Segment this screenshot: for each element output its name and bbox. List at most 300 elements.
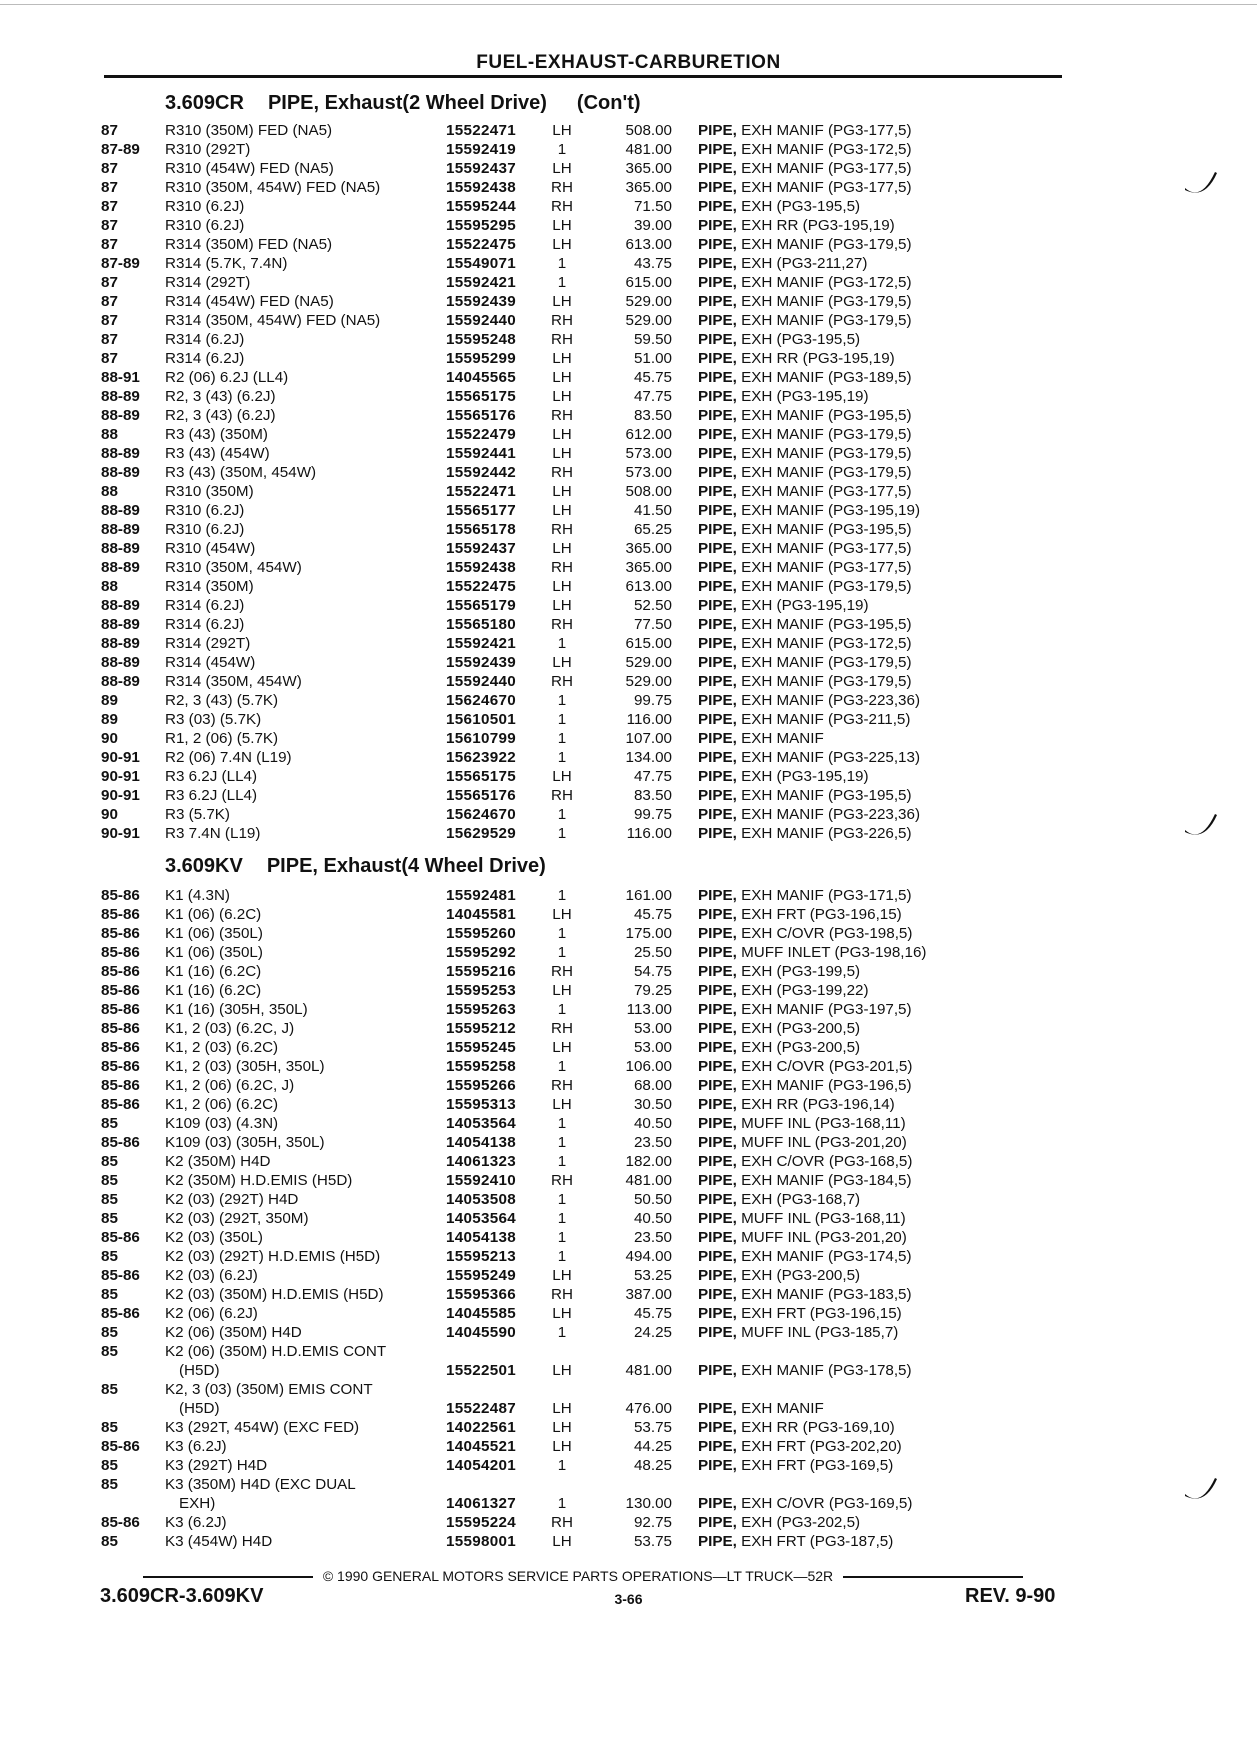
model-years: 87	[101, 293, 118, 310]
item-description: R314 (350M)	[165, 578, 254, 595]
remark-text: EXH MANIF (PG3-195,5)	[741, 787, 912, 804]
quantity-side: LH	[552, 293, 572, 310]
remark-text: EXH MANIF (PG3-225,13)	[741, 749, 921, 766]
remarks-cell	[698, 501, 1062, 520]
parts-row	[0, 634, 1257, 653]
model-years: 88-89	[101, 407, 140, 424]
description-cell	[165, 924, 438, 943]
remark-text: EXH (PG3-199,5)	[741, 963, 861, 980]
description-cell	[165, 1532, 438, 1551]
description-cell	[165, 1266, 438, 1285]
parts-row	[0, 1513, 1257, 1532]
quantity-side: RH	[551, 787, 573, 804]
item-description: K3 (454W) H4D	[165, 1533, 273, 1550]
parts-row	[0, 1342, 1257, 1380]
item-description: K2 (350M) H.D.EMIS (H5D)	[165, 1172, 353, 1189]
model-years: 85-86	[101, 887, 140, 904]
part-number: 15592439	[446, 654, 516, 671]
remark-text: EXH MANIF (PG3-211,5)	[741, 711, 911, 728]
item-description: R3 7.4N (L19)	[165, 825, 261, 842]
part-number: 14054138	[446, 1229, 516, 1246]
description-cell	[165, 216, 438, 235]
quantity-side: LH	[552, 540, 572, 557]
description-cell	[165, 653, 438, 672]
quantity-side: LH	[552, 1039, 572, 1056]
part-number: 14053564	[446, 1115, 516, 1132]
model-years: 85-86	[101, 1267, 140, 1284]
model-years: 88	[101, 426, 118, 443]
remark-text: EXH MANIF (PG3-171,5)	[741, 887, 912, 904]
remark-text: MUFF INL (PG3-201,20)	[741, 1229, 907, 1246]
quantity-side: 1	[557, 825, 567, 842]
part-number: 15595292	[446, 944, 516, 961]
remark-keyword: PIPE,	[698, 388, 737, 405]
model-years: 88-89	[101, 597, 140, 614]
item-description: R314 (454W)	[165, 654, 256, 671]
remark-keyword: PIPE,	[698, 654, 737, 671]
remark-keyword: PIPE,	[698, 1248, 737, 1265]
remark-text: EXH (PG3-195,5)	[741, 198, 861, 215]
price: 68.00	[633, 1077, 672, 1094]
price: 53.25	[633, 1267, 672, 1284]
footer-rule-right	[843, 1576, 1023, 1578]
remark-keyword: PIPE,	[698, 1495, 737, 1512]
quantity-side: LH	[552, 1533, 572, 1550]
description-cell	[165, 1133, 438, 1152]
description-cell	[165, 615, 438, 634]
item-description: R314 (292T)	[165, 274, 251, 291]
parts-row	[0, 330, 1257, 349]
item-description: R310 (6.2J)	[165, 217, 245, 234]
part-number: 15522475	[446, 578, 516, 595]
remark-text: EXH MANIF (PG3-177,5)	[741, 122, 912, 139]
remarks-cell	[698, 254, 1062, 273]
part-number: 14061327	[446, 1495, 516, 1512]
part-number: 15623922	[446, 749, 516, 766]
price: 113.00	[626, 1001, 672, 1018]
item-description: K3 (350M) H4D (EXC DUAL	[165, 1476, 356, 1493]
section-code: 3.609KV	[165, 855, 243, 877]
remark-text: EXH FRT (PG3-196,15)	[741, 1305, 902, 1322]
remarks-cell	[698, 216, 1062, 235]
item-description-continued: (H5D)	[179, 1400, 220, 1417]
remark-keyword: PIPE,	[698, 1191, 737, 1208]
remark-text: EXH MANIF (PG3-179,5)	[741, 426, 912, 443]
quantity-side: 1	[557, 925, 567, 942]
description-cell	[165, 1038, 438, 1057]
parts-row	[0, 824, 1257, 843]
remark-keyword: PIPE,	[698, 1514, 737, 1531]
description-cell	[165, 1285, 438, 1304]
item-description-continued: EXH)	[179, 1495, 216, 1512]
remarks-cell	[698, 653, 1062, 672]
description-cell	[165, 710, 438, 729]
model-years: 85-86	[101, 1020, 140, 1037]
price: 130.00	[625, 1495, 672, 1512]
part-number: 15595213	[446, 1248, 516, 1265]
description-cell	[165, 1095, 438, 1114]
model-years: 87	[101, 236, 118, 253]
remarks-cell	[698, 962, 1062, 981]
part-number: 15522471	[446, 483, 516, 500]
remarks-cell	[698, 596, 1062, 615]
remark-keyword: PIPE,	[698, 1077, 737, 1094]
remarks-cell	[698, 368, 1062, 387]
part-number: 15592421	[446, 274, 516, 291]
description-cell	[165, 197, 438, 216]
quantity-side: LH	[552, 502, 572, 519]
remark-text: EXH MANIF (PG3-177,5)	[741, 559, 912, 576]
remarks-cell	[698, 786, 1062, 805]
remark-keyword: PIPE,	[698, 1039, 737, 1056]
quantity-side: LH	[552, 1267, 572, 1284]
description-cell	[165, 463, 438, 482]
remark-keyword: PIPE,	[698, 1438, 737, 1455]
price: 573.00	[625, 445, 672, 462]
description-cell	[165, 691, 438, 710]
item-description: K1 (06) (350L)	[165, 925, 263, 942]
part-number: 14045565	[446, 369, 516, 386]
model-years: 85-86	[101, 944, 140, 961]
part-number: 15522487	[446, 1400, 516, 1417]
part-number: 15549071	[446, 255, 516, 272]
model-years: 88-89	[101, 521, 140, 538]
price: 529.00	[625, 293, 672, 310]
model-years: 85-86	[101, 1001, 140, 1018]
price: 43.75	[633, 255, 672, 272]
price: 134.00	[625, 749, 672, 766]
price: 508.00	[625, 483, 672, 500]
item-description: R310 (350M, 454W)	[165, 559, 302, 576]
parts-row	[0, 672, 1257, 691]
item-description: R310 (292T)	[165, 141, 251, 158]
remarks-cell	[698, 311, 1062, 330]
price: 613.00	[625, 578, 672, 595]
section-heading-4wd	[165, 855, 546, 878]
remarks-cell	[698, 1418, 1062, 1437]
quantity-side: LH	[552, 597, 572, 614]
description-cell	[165, 558, 438, 577]
remark-text: EXH MANIF (PG3-226,5)	[741, 825, 912, 842]
remark-keyword: PIPE,	[698, 445, 737, 462]
description-cell	[165, 121, 438, 140]
price: 481.00	[625, 141, 672, 158]
parts-row	[0, 905, 1257, 924]
remarks-cell	[698, 1133, 1062, 1152]
remark-keyword: PIPE,	[698, 407, 737, 424]
remark-keyword: PIPE,	[698, 236, 737, 253]
remark-text: MUFF INL (PG3-185,7)	[741, 1324, 899, 1341]
model-years: 87	[101, 331, 118, 348]
item-description: K3 (292T) H4D	[165, 1457, 268, 1474]
price: 47.75	[633, 768, 672, 785]
parts-row	[0, 558, 1257, 577]
part-number: 15595212	[446, 1020, 516, 1037]
description-cell	[165, 596, 438, 615]
remark-text: EXH C/OVR (PG3-169,5)	[741, 1495, 913, 1512]
price: 116.00	[626, 825, 672, 842]
model-years: 85-86	[101, 925, 140, 942]
part-number: 15595248	[446, 331, 516, 348]
remarks-cell	[698, 539, 1062, 558]
quantity-side: 1	[557, 1191, 567, 1208]
description-cell	[165, 634, 438, 653]
remarks-cell	[698, 748, 1062, 767]
part-number: 14061323	[446, 1153, 516, 1170]
parts-row	[0, 748, 1257, 767]
remark-text: EXH MANIF (PG3-177,5)	[741, 160, 912, 177]
quantity-side: LH	[552, 369, 572, 386]
description-cell	[165, 235, 438, 254]
remark-text: EXH MANIF (PG3-172,5)	[741, 274, 912, 291]
remark-keyword: PIPE,	[698, 906, 737, 923]
model-years: 85-86	[101, 1077, 140, 1094]
section-title: PIPE, Exhaust(2 Wheel Drive)	[267, 92, 547, 114]
part-number: 14045590	[446, 1324, 516, 1341]
model-years: 88-89	[101, 445, 140, 462]
price: 54.75	[633, 963, 672, 980]
remark-keyword: PIPE,	[698, 1362, 737, 1379]
description-cell	[165, 943, 438, 962]
description-cell	[165, 1190, 438, 1209]
part-number: 15565177	[446, 502, 516, 519]
item-description: K109 (03) (4.3N)	[165, 1115, 279, 1132]
remark-keyword: PIPE,	[698, 1324, 737, 1341]
remarks-cell	[698, 387, 1062, 406]
quantity-side: 1	[557, 806, 567, 823]
parts-row	[0, 729, 1257, 748]
model-years: 85	[101, 1324, 118, 1341]
section-title: PIPE, Exhaust(4 Wheel Drive)	[266, 855, 546, 877]
description-cell	[165, 292, 438, 311]
description-cell	[165, 1304, 438, 1323]
price: 51.00	[633, 350, 672, 367]
price: 116.00	[626, 711, 672, 728]
remark-text: EXH MANIF (PG3-174,5)	[741, 1248, 912, 1265]
part-number: 14054201	[446, 1457, 516, 1474]
item-description: R314 (5.7K, 7.4N)	[165, 255, 288, 272]
remark-keyword: PIPE,	[698, 1172, 737, 1189]
item-description: K1 (16) (6.2C)	[165, 982, 262, 999]
item-description: K1, 2 (03) (305H, 350L)	[165, 1058, 325, 1075]
model-years: 85-86	[101, 963, 140, 980]
remark-text: EXH MANIF (PG3-195,19)	[741, 502, 921, 519]
quantity-side: LH	[552, 1419, 572, 1436]
model-years: 85	[101, 1248, 118, 1265]
parts-row	[0, 273, 1257, 292]
price: 79.25	[633, 982, 672, 999]
description-cell	[165, 1342, 438, 1380]
remark-keyword: PIPE,	[698, 768, 737, 785]
part-number: 15522471	[446, 122, 516, 139]
item-description: K3 (292T, 454W) (EXC FED)	[165, 1419, 360, 1436]
remark-text: EXH C/OVR (PG3-201,5)	[741, 1058, 913, 1075]
price: 45.75	[633, 1305, 672, 1322]
quantity-side: RH	[551, 1172, 573, 1189]
quantity-side: LH	[552, 578, 572, 595]
remark-keyword: PIPE,	[698, 1457, 737, 1474]
price: 481.00	[625, 1362, 672, 1379]
part-number: 15624670	[446, 692, 516, 709]
remarks-cell	[698, 1266, 1062, 1285]
remark-keyword: PIPE,	[698, 982, 737, 999]
item-description: K1 (16) (305H, 350L)	[165, 1001, 308, 1018]
parts-row	[0, 197, 1257, 216]
description-cell	[165, 444, 438, 463]
parts-row	[0, 924, 1257, 943]
quantity-side: 1	[557, 1134, 567, 1151]
description-cell	[165, 1323, 438, 1342]
remark-text: EXH (PG3-195,19)	[741, 597, 869, 614]
parts-row	[0, 501, 1257, 520]
quantity-side: LH	[552, 426, 572, 443]
part-number: 15624670	[446, 806, 516, 823]
remarks-cell	[698, 672, 1062, 691]
price: 25.50	[633, 944, 672, 961]
remark-keyword: PIPE,	[698, 1115, 737, 1132]
model-years: 88-89	[101, 635, 140, 652]
model-years: 88-89	[101, 540, 140, 557]
remark-keyword: PIPE,	[698, 122, 737, 139]
parts-row	[0, 349, 1257, 368]
price: 573.00	[625, 464, 672, 481]
remark-text: EXH MANIF (PG3-179,5)	[741, 673, 912, 690]
description-cell	[165, 1076, 438, 1095]
parts-row	[0, 1133, 1257, 1152]
price: 529.00	[625, 312, 672, 329]
part-number: 15592440	[446, 312, 516, 329]
parts-row	[0, 1038, 1257, 1057]
parts-row	[0, 962, 1257, 981]
remark-keyword: PIPE,	[698, 1153, 737, 1170]
remark-text: EXH MANIF (PG3-189,5)	[741, 369, 912, 386]
price: 494.00	[625, 1248, 672, 1265]
remark-keyword: PIPE,	[698, 331, 737, 348]
remark-keyword: PIPE,	[698, 1058, 737, 1075]
description-cell	[165, 748, 438, 767]
quantity-side: 1	[557, 1001, 567, 1018]
remark-text: EXH FRT (PG3-169,5)	[741, 1457, 894, 1474]
model-years: 85	[101, 1286, 118, 1303]
remark-keyword: PIPE,	[698, 274, 737, 291]
parts-row	[0, 368, 1257, 387]
quantity-side: 1	[557, 692, 567, 709]
part-number: 15610501	[446, 711, 516, 728]
remark-keyword: PIPE,	[698, 944, 737, 961]
price: 52.50	[633, 597, 672, 614]
quantity-side: 1	[557, 141, 567, 158]
remarks-cell	[698, 1532, 1062, 1551]
description-cell	[165, 1000, 438, 1019]
parts-row	[0, 121, 1257, 140]
quantity-side: LH	[552, 768, 572, 785]
remarks-cell	[698, 1190, 1062, 1209]
remark-text: EXH (PG3-200,5)	[741, 1020, 861, 1037]
part-number: 15565179	[446, 597, 516, 614]
model-years: 90-91	[101, 768, 140, 785]
remark-keyword: PIPE,	[698, 925, 737, 942]
remark-text: EXH MANIF (PG3-179,5)	[741, 578, 912, 595]
parts-row	[0, 577, 1257, 596]
item-description: R310 (454W) FED (NA5)	[165, 160, 334, 177]
description-cell	[165, 1456, 438, 1475]
remarks-cell	[698, 482, 1062, 501]
remark-keyword: PIPE,	[698, 198, 737, 215]
price: 365.00	[625, 160, 672, 177]
model-years: 88	[101, 483, 118, 500]
remarks-cell	[698, 924, 1062, 943]
remarks-cell	[698, 1114, 1062, 1133]
part-number: 15595224	[446, 1514, 516, 1531]
parts-row	[0, 1190, 1257, 1209]
footer-section-range: 3.609CR-3.609KV	[100, 1585, 264, 1607]
model-years: 90	[101, 730, 118, 747]
parts-row	[0, 1171, 1257, 1190]
remark-text: EXH MANIF	[741, 1400, 824, 1417]
parts-row	[0, 159, 1257, 178]
footer-copyright	[104, 1568, 1062, 1584]
remarks-cell	[698, 406, 1062, 425]
quantity-side: 1	[557, 749, 567, 766]
model-years: 88	[101, 578, 118, 595]
remark-text: EXH C/OVR (PG3-168,5)	[741, 1153, 913, 1170]
price: 24.25	[633, 1324, 672, 1341]
parts-row	[0, 140, 1257, 159]
model-years: 85-86	[101, 1058, 140, 1075]
model-years: 90-91	[101, 787, 140, 804]
parts-row	[0, 1304, 1257, 1323]
remark-keyword: PIPE,	[698, 160, 737, 177]
remark-text: EXH MANIF	[741, 730, 824, 747]
remarks-cell	[698, 1399, 1062, 1418]
model-years: 88-91	[101, 369, 140, 386]
part-number: 15565175	[446, 768, 516, 785]
price: 48.25	[633, 1457, 672, 1474]
remark-keyword: PIPE,	[698, 217, 737, 234]
part-number: 14053564	[446, 1210, 516, 1227]
quantity-side: LH	[552, 1438, 572, 1455]
parts-list-2wd	[0, 121, 1257, 843]
price: 53.75	[633, 1533, 672, 1550]
item-description: R3 6.2J (LL4)	[165, 768, 258, 785]
item-description: R310 (350M)	[165, 483, 254, 500]
remark-keyword: PIPE,	[698, 369, 737, 386]
parts-row	[0, 463, 1257, 482]
item-description: R2 (06) 7.4N (L19)	[165, 749, 292, 766]
part-number: 15565180	[446, 616, 516, 633]
model-years: 87	[101, 312, 118, 329]
item-description: R314 (6.2J)	[165, 597, 245, 614]
description-cell	[165, 349, 438, 368]
remark-keyword: PIPE,	[698, 635, 737, 652]
remarks-cell	[698, 1513, 1062, 1532]
price: 65.25	[633, 521, 672, 538]
model-years: 85	[101, 1115, 118, 1132]
parts-row	[0, 1019, 1257, 1038]
part-number: 15565175	[446, 388, 516, 405]
parts-row	[0, 1000, 1257, 1019]
remark-text: EXH MANIF (PG3-179,5)	[741, 464, 912, 481]
remark-keyword: PIPE,	[698, 540, 737, 557]
item-description: K2, 3 (03) (350M) EMIS CONT	[165, 1381, 373, 1398]
remarks-cell	[698, 691, 1062, 710]
parts-row	[0, 1456, 1257, 1475]
part-number: 15592438	[446, 179, 516, 196]
remarks-cell	[698, 1456, 1062, 1475]
parts-row	[0, 444, 1257, 463]
item-description: K1 (4.3N)	[165, 887, 230, 904]
quantity-side: LH	[552, 483, 572, 500]
